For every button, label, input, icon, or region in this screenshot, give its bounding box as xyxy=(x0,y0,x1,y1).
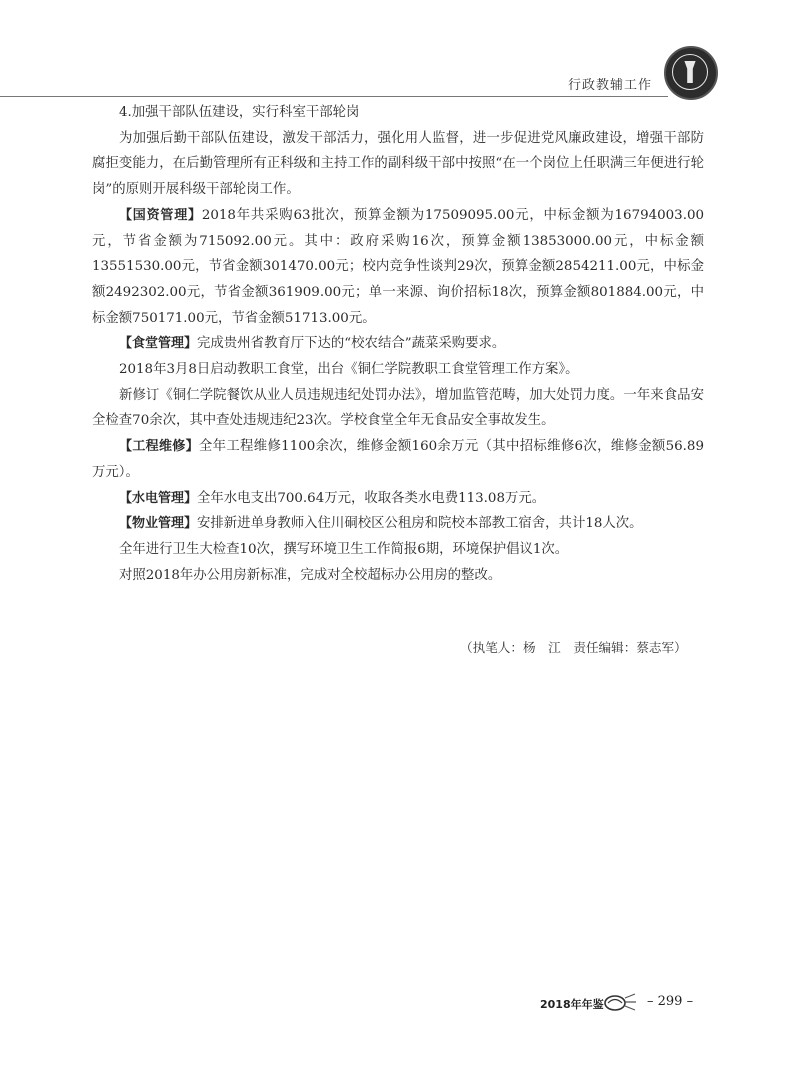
author-credit: （执笔人：杨 江 责任编辑：蔡志军） xyxy=(460,640,687,655)
paragraph-state-assets: 【国资管理】2018年共采购63批次，预算金额为17509095.00元，中标金额为16794003.00元，节省金额为715092.00元。其中：政府采购16次，预算金额13853000.00元，中标金额13551530.00元，节省金额301470.00元；校内竞争性谈判29次，预算金额2854211.00元，中标金额2492302.00元，节省金额361909.00元；单一来源、询价招标18次，预算金额801884.00元，中标金额750171.00元，节省金额51713.00元。 xyxy=(92,207,704,326)
university-emblem-icon xyxy=(664,46,718,100)
section-tag: 【物业管理】 xyxy=(119,516,198,532)
header-title: 行政教辅工作 xyxy=(568,78,653,93)
yearbook-ornament-icon xyxy=(603,990,637,1012)
paragraph-canteen: 【食堂管理】完成贵州省教育厅下达的“校农结合”蔬菜采购要求。 xyxy=(119,336,506,352)
section-tag: 【水电管理】 xyxy=(119,490,198,506)
section-tag: 【工程维修】 xyxy=(119,439,199,455)
header-rule xyxy=(0,96,668,97)
section-heading: 4.加强干部队伍建设，实行科室干部轮岗 xyxy=(119,105,360,120)
paragraph: 新修订《铜仁学院餐饮从业人员违规违纪处罚办法》，增加监管范畴，加大处罚力度。一年来食品安全检查70余次，其中查处违规违纪23次。学校食堂全年无食品安全事故发生。 xyxy=(92,387,704,429)
paragraph-property: 【物业管理】安排新进单身教师入住川硐校区公租房和院校本部教工宿舍，共计18人次。 xyxy=(119,516,643,532)
paragraph-maintenance: 【工程维修】全年工程维修1100余次，维修金额160余万元（其中招标维修6次，维修金额56.89万元）。 xyxy=(92,439,704,480)
paragraph: 2018年3月8日启动教职工食堂，出台《铜仁学院教职工食堂管理工作方案》。 xyxy=(119,362,579,378)
section-tag: 【食堂管理】 xyxy=(119,336,198,352)
paragraph-utilities: 【水电管理】全年水电支出700.64万元，收取各类水电费113.08万元。 xyxy=(119,490,546,506)
yearbook-label: 2018年年鉴 xyxy=(540,998,604,1011)
paragraph: 对照2018年办公用房新标准，完成对全校超标办公用房的整改。 xyxy=(119,567,502,583)
paragraph: 为加强后勤干部队伍建设，激发干部活力，强化用人监督，进一步促进党风廉政建设，增强干部防腐拒变能力，在后勤管理所有正科级和主持工作的副科级干部中按照“在一个岗位上任职满三年便进行轮岗”的原则开展科级干部轮岗工作。 xyxy=(92,130,704,198)
section-tag: 【国资管理】 xyxy=(119,207,202,223)
body-text xyxy=(92,100,704,588)
paragraph: 全年进行卫生大检查10次，撰写环境卫生工作简报6期，环境保护倡议1次。 xyxy=(119,541,569,557)
page-number: – 299 – xyxy=(647,994,694,1009)
